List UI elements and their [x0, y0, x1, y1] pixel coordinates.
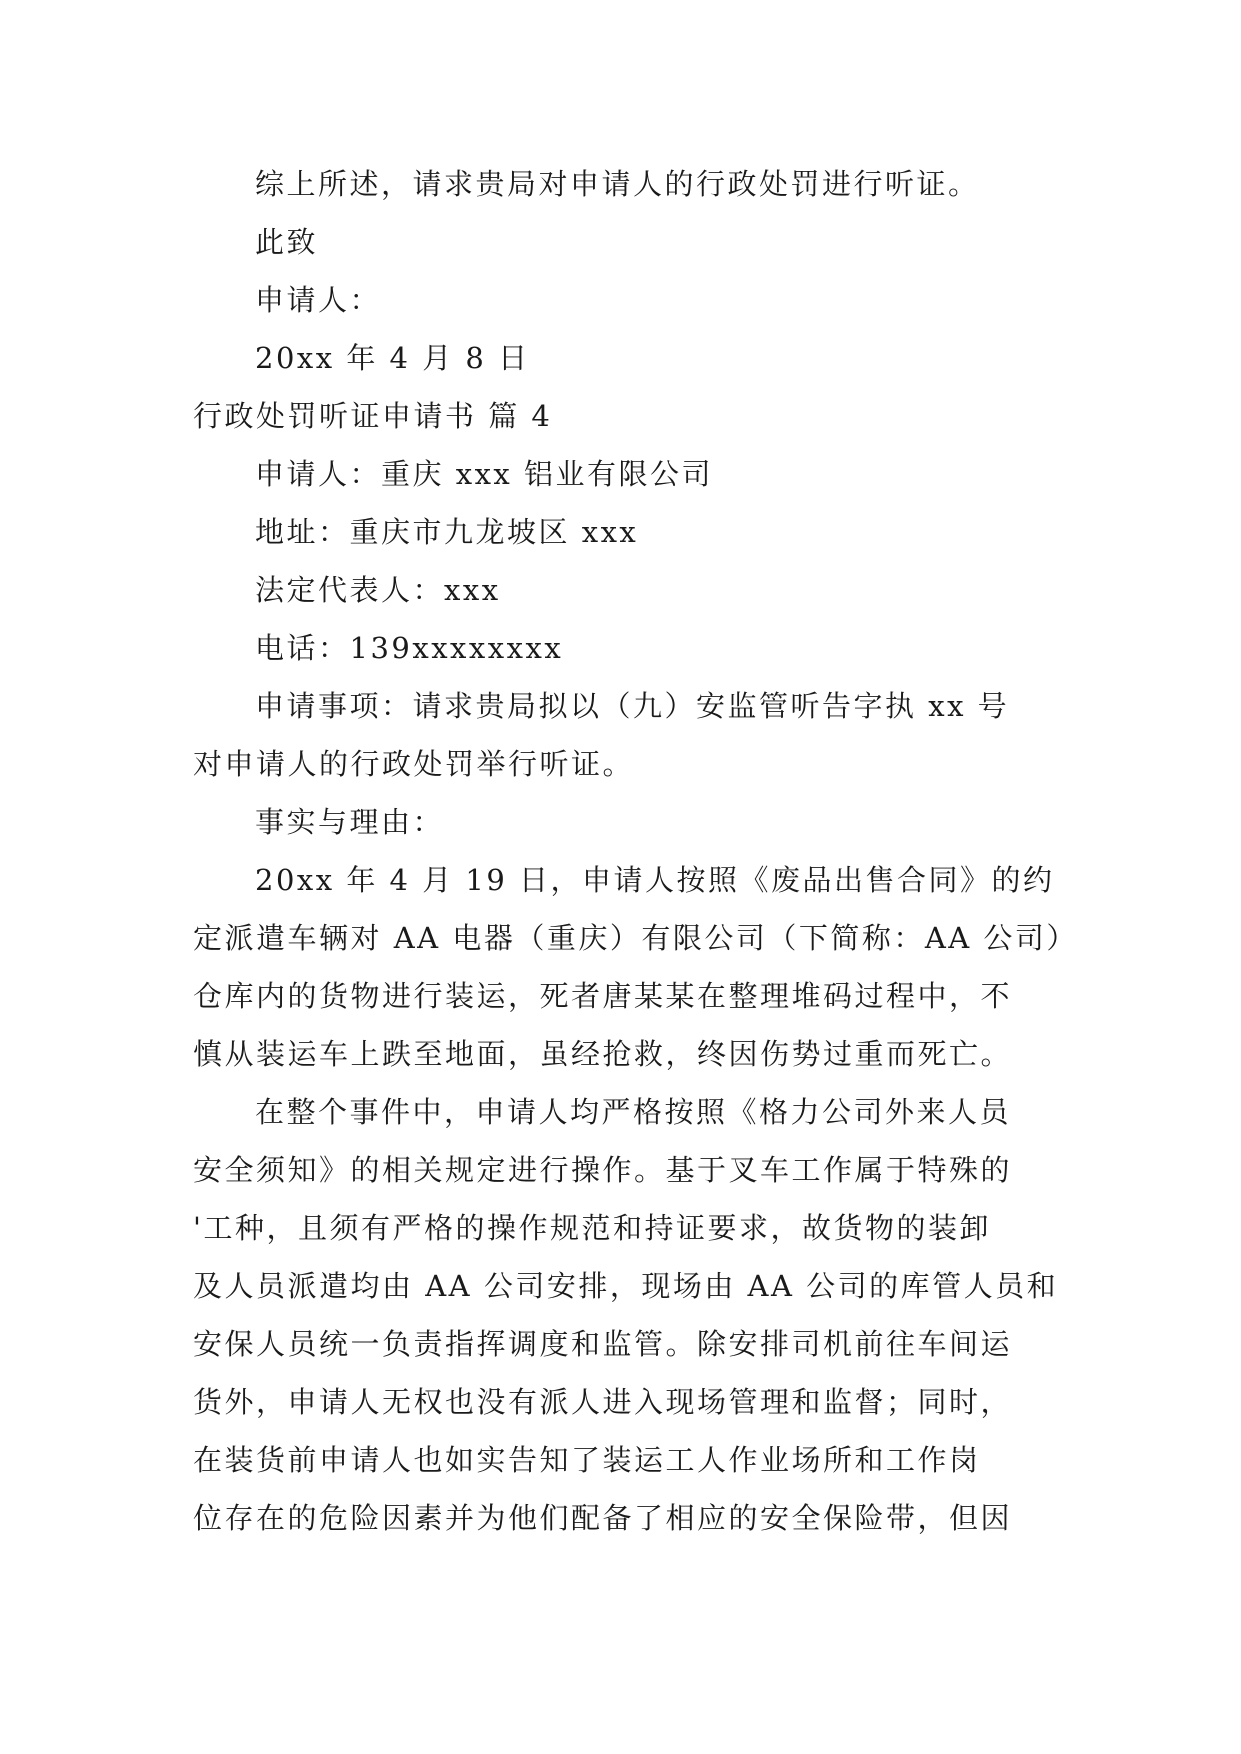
paragraph-line: 此致	[255, 225, 319, 259]
paragraph-line: 货外，申请人无权也没有派人进入现场管理和监督；同时，	[193, 1385, 1013, 1419]
paragraph-line: 在装货前申请人也如实告知了装运工人作业场所和工作岗	[193, 1443, 981, 1477]
paragraph-line: '工种，且须有严格的操作规范和持证要求，故货物的装卸	[193, 1211, 991, 1245]
paragraph-line: 安全须知》的相关规定进行操作。基于叉车工作属于特殊的	[193, 1153, 1013, 1187]
paragraph-line: 定派遣车辆对 AA 电器（重庆）有限公司（下简称：AA 公司）	[193, 921, 1078, 955]
paragraph-line: 申请人：重庆 xxx 铝业有限公司	[255, 457, 714, 491]
paragraph-line: 位存在的危险因素并为他们配备了相应的安全保险带，但因	[193, 1501, 1013, 1535]
paragraph-line: 对申请人的行政处罚举行听证。	[193, 747, 635, 781]
paragraph-line: 仓库内的货物进行装运，死者唐某某在整理堆码过程中，不	[193, 979, 1013, 1013]
paragraph-line: 申请事项：请求贵局拟以（九）安监管听告字执 xx 号	[255, 689, 1010, 723]
paragraph-line: 综上所述，请求贵局对申请人的行政处罚进行听证。	[255, 167, 980, 201]
paragraph-line: 在整个事件中，申请人均严格按照《格力公司外来人员	[255, 1095, 1012, 1129]
paragraph-line: 电话：139xxxxxxxx	[255, 631, 564, 665]
paragraph-line: 地址：重庆市九龙坡区 xxx	[255, 515, 639, 549]
paragraph-line: 慎从装运车上跌至地面，虽经抢救，终因伤势过重而死亡。	[193, 1037, 1013, 1071]
paragraph-line: 及人员派遣均由 AA 公司安排，现场由 AA 公司的库管人员和	[193, 1269, 1059, 1303]
date-line: 20xx 年 4 月 8 日	[255, 341, 530, 375]
paragraph-line: 申请人：	[255, 283, 382, 317]
section-title: 行政处罚听证申请书 篇 4	[193, 399, 553, 433]
paragraph-line: 20xx 年 4 月 19 日，申请人按照《废品出售合同》的约	[255, 863, 1055, 897]
paragraph-line: 法定代表人：xxx	[255, 573, 501, 607]
paragraph-line: 事实与理由：	[255, 805, 445, 839]
paragraph-line: 安保人员统一负责指挥调度和监管。除安排司机前往车间运	[193, 1327, 1013, 1361]
